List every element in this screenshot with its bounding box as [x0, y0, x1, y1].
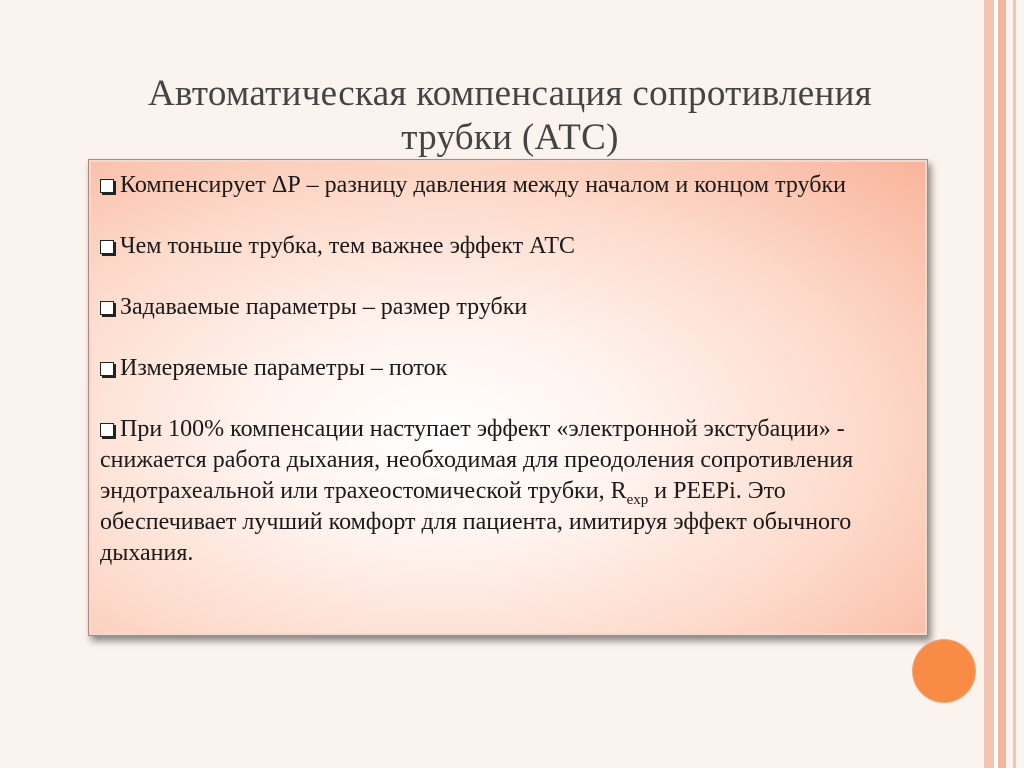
- decor-stripe: [984, 0, 994, 768]
- bullet-item: [100, 170, 915, 201]
- checkbox-square-icon: [100, 240, 114, 254]
- bullet-text: Задаваемые параметры – размер трубки: [120, 294, 528, 320]
- title-line-2: трубки (АТС): [401, 117, 619, 158]
- title-line-1: Автоматическая компенсация сопротивления: [147, 73, 872, 114]
- checkbox-square-icon: [100, 301, 114, 315]
- decor-stripe: [1013, 0, 1016, 768]
- checkbox-square-icon: [100, 179, 114, 193]
- orange-circle-decoration: [913, 640, 975, 702]
- bullet-item: [100, 414, 915, 569]
- checkbox-square-icon: [100, 423, 114, 437]
- bullet-text-after: и PEEPi. Это обеспечивает лучший комфорт для пациента, имитируя эффект обычного дыхания.: [100, 478, 852, 566]
- bullet-text: Измеряемые параметры – поток: [120, 355, 448, 381]
- checkbox-square-icon: [100, 362, 114, 376]
- subscript-exp: exp: [626, 491, 649, 508]
- slide-title: [70, 72, 950, 160]
- bullet-text: Чем тоньше трубка, тем важнее эффект АТС: [120, 233, 576, 259]
- bullet-item: [100, 353, 915, 384]
- bullet-text-before: При 100% компенсации наступает эффект «электронной экстубации» - снижается работа дыхания, необходимая для преодоления сопротивления эндотрахеальной или трахеостомической трубки, R: [100, 416, 854, 504]
- bullet-item: [100, 231, 915, 262]
- decor-stripe: [998, 0, 1006, 768]
- content-card: [88, 159, 928, 636]
- bullet-item: [100, 292, 915, 323]
- bullet-text: Компенсирует ΔР – разницу давления между началом и концом трубки: [120, 172, 846, 198]
